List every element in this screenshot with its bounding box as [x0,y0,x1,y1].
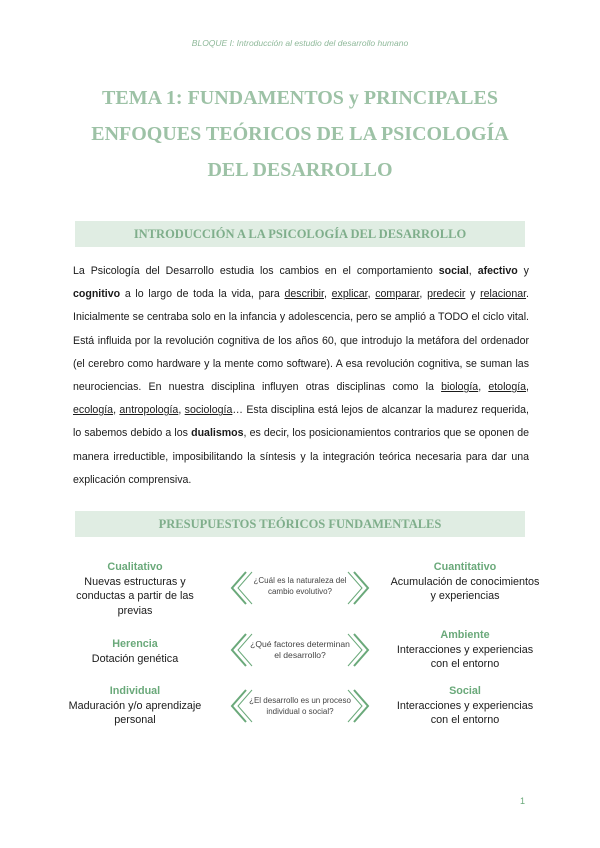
dualism-left [60,684,210,728]
dualism-row [60,684,540,744]
dualism-right [390,684,540,728]
dualism-question-text: ¿El desarrollo es un proceso individual o social? [249,696,351,716]
dualism-question [230,632,370,668]
dualism-question [230,688,370,724]
dualism-right [390,628,540,672]
intro-paragraph: La Psicología del Desarrollo estudia los cambios en el comportamiento social, afectivo y cognitivo a lo largo de toda la vida, para describir, explicar, comparar, predecir y relacionar. Inicialmente se centraba solo en la infancia y adolescencia, pero se amplió a TODO el ciclo vital. Está influida por la revolución cognitiva de los años 60, que introdujo la metáfora del ordenador (el cerebro como hardware y la mente como software). A esa revolución cognitiva, se suman las neurociencias. En nuestra disciplina influyen otras disciplinas como la biología, etología, ecología, antropología, sociología… Esta disciplina está lejos de alcanzar la madurez requerida, lo sabemos debido a los dualismos, es decir, los posicionamientos contrarios que se oponen de manera irreductible, imposibilitando la síntesis y la integración teórica necesaria para dar una explicación comprensiva. [73,265,530,486]
dualism-left-text: Dotación genética [91,652,179,665]
section-heading-introduccion: INTRODUCCIÓN A LA PSICOLOGÍA DEL DESARROLLO [75,221,525,247]
dualism-question [230,570,370,606]
dualism-right-text: Acumulación de conocimientos y experiencias [390,575,540,602]
dualism-right-text: Interacciones y experiencias con el entorno [396,699,534,726]
dualism-left [60,637,210,666]
title-line-3: DEL DESARROLLO [207,159,393,181]
dualism-question-text: ¿Qué factores determinan el desarrollo? [250,639,350,660]
dualism-row [60,560,540,620]
title-line-2: ENFOQUES TEÓRICOS DE LA PSICOLOGÍA [91,123,509,145]
dualism-left-label: Individual [109,685,161,697]
dualism-left [60,560,210,618]
dualism-left-text: Nuevas estructuras y conductas a partir de las previas [76,575,194,617]
dualism-left-label: Herencia [112,638,158,650]
dualism-right [390,560,540,604]
title-line-1: TEMA 1: FUNDAMENTOS y PRINCIPALES [102,87,498,109]
running-header: BLOQUE I: Introducción al estudio del desarrollo humano [191,38,409,48]
dualism-right-label: Social [449,685,481,697]
dualism-left-text: Maduración y/o aprendizaje personal [68,699,202,726]
page-title [40,80,560,188]
section-heading-presupuestos: PRESUPUESTOS TEÓRICOS FUNDAMENTALES [75,511,525,537]
dualism-left-label: Cualitativo [107,561,163,573]
dualism-right-text: Interacciones y experiencias con el entorno [396,643,534,670]
dualism-question-text: ¿Cuál es la naturaleza del cambio evolutivo? [253,576,347,596]
dualism-right-label: Ambiente [440,629,490,641]
dualism-row [60,628,540,688]
page-number: 1 [519,796,525,806]
dualism-right-label: Cuantitativo [433,561,497,573]
